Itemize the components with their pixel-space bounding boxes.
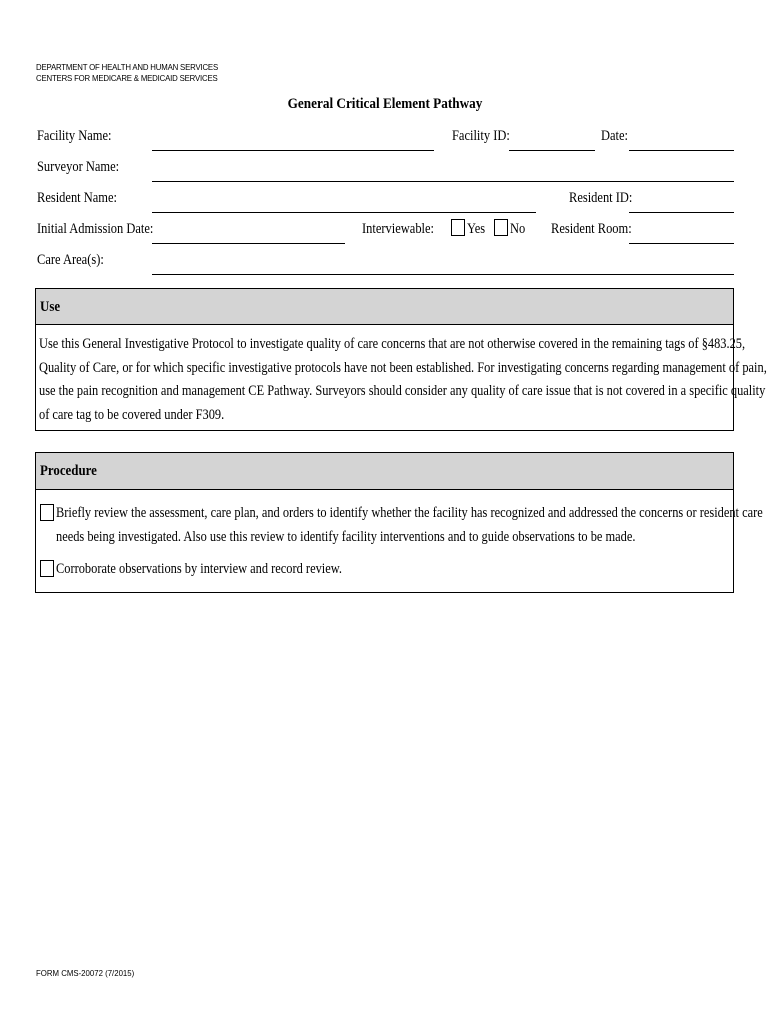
- admission-date-field[interactable]: [152, 243, 345, 244]
- procedure-heading: Procedure: [36, 453, 733, 490]
- use-text: [39, 333, 767, 427]
- use-heading: Use: [36, 289, 733, 325]
- date-field[interactable]: [629, 150, 734, 151]
- facility-name-label: Facility Name:: [37, 128, 112, 144]
- procedure-item-1: [56, 502, 763, 549]
- resident-name-label: Resident Name:: [37, 190, 118, 206]
- procedure-item-2: Corroborate observations by interview and record review.: [56, 561, 342, 577]
- procedure-item-1-line-2: needs being investigated. Also use this review to identify facility interventions and to guide observations to be made.: [56, 528, 636, 545]
- facility-id-field[interactable]: [509, 150, 595, 151]
- agency-header: [36, 62, 218, 84]
- resident-id-label: Resident ID:: [569, 190, 633, 206]
- use-line-3: use the pain recognition and management CE Pathway. Surveyors should consider any quality of care issue that is not covered in a specific quality: [39, 383, 766, 399]
- no-checkbox[interactable]: [494, 219, 508, 236]
- care-areas-field[interactable]: [152, 274, 734, 275]
- no-label: No: [510, 221, 526, 237]
- care-areas-label: Care Area(s):: [37, 252, 104, 268]
- agency-line-1: DEPARTMENT OF HEALTH AND HUMAN SERVICES: [36, 62, 218, 72]
- procedure-item-1-line-1: Briefly review the assessment, care plan, and orders to identify whether the facility has recognized and addressed the concerns or resident care: [56, 505, 763, 521]
- form-id: FORM CMS-20072 (7/2015): [36, 968, 135, 978]
- interviewable-label: Interviewable:: [362, 221, 435, 237]
- resident-name-field[interactable]: [152, 212, 536, 213]
- facility-id-label: Facility ID:: [452, 128, 510, 144]
- procedure-checkbox-2[interactable]: [40, 560, 54, 577]
- surveyor-name-field[interactable]: [152, 181, 734, 182]
- use-line-1: Use this General Investigative Protocol to investigate quality of care concerns that are not otherwise covered in the remaining tags of §483.25,: [39, 336, 746, 352]
- procedure-checkbox-1[interactable]: [40, 504, 54, 521]
- yes-checkbox[interactable]: [451, 219, 465, 236]
- use-section: [35, 288, 767, 431]
- facility-name-field[interactable]: [152, 150, 434, 151]
- resident-room-field[interactable]: [629, 243, 734, 244]
- date-label: Date:: [601, 128, 629, 144]
- page-title: General Critical Element Pathway: [287, 96, 483, 112]
- surveyor-name-label: Surveyor Name:: [37, 159, 120, 175]
- procedure-section: [35, 452, 763, 593]
- resident-id-field[interactable]: [629, 212, 734, 213]
- use-line-4: of care tag to be covered under F309.: [39, 406, 225, 423]
- use-line-2: Quality of Care, or for which specific investigative protocols have not been established. For investigating concerns regarding management of pain,: [39, 359, 767, 376]
- yes-label: Yes: [467, 221, 486, 237]
- agency-line-2: CENTERS FOR MEDICARE & MEDICAID SERVICES: [36, 73, 218, 83]
- admission-date-label: Initial Admission Date:: [37, 221, 154, 237]
- resident-room-label: Resident Room:: [551, 221, 632, 237]
